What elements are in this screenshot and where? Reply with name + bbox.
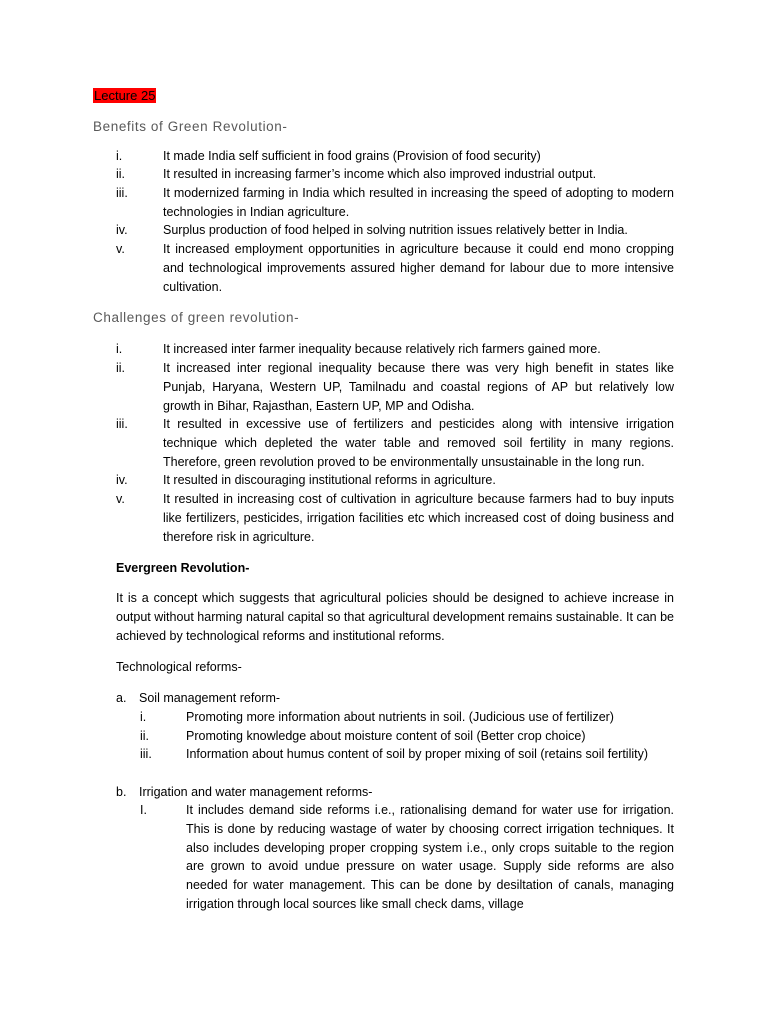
benefits-heading: Benefits of Green Revolution-: [93, 119, 288, 134]
list-text: It increased employment opportunities in agriculture because it could end mono cropping and technological improvements assured higher demand for labour due to more intensive cultivation.: [163, 242, 674, 294]
list-text: It modernized farming in India which resulted in increasing the speed of adopting to modern technologies in Indian agriculture.: [163, 186, 674, 219]
list-text: It resulted in discouraging institutional reforms in agriculture.: [163, 473, 496, 487]
list-text: Promoting knowledge about moisture content of soil (Better crop choice): [186, 729, 586, 743]
list-number: i.: [140, 710, 147, 724]
list-number: i.: [116, 342, 123, 356]
list-text: It resulted in excessive use of fertilizers and pesticides along with intensive irrigation technique which depleted the water table and removed soil fertility in many regions. Therefore, green revolution proved to be environmentally unsustainable in the long run.: [163, 417, 674, 469]
list-number: iv.: [116, 223, 128, 237]
list-text: Promoting more information about nutrients in soil. (Judicious use of fertilizer): [186, 710, 614, 724]
lecture-label: Lecture 25: [94, 88, 156, 103]
list-text: Soil management reform-: [139, 691, 281, 705]
technological-heading: Technological reforms-: [116, 660, 242, 674]
list-text: It resulted in increasing farmer’s income which also improved industrial output.: [163, 167, 597, 181]
evergreen-heading: Evergreen Revolution-: [116, 561, 250, 575]
list-number: iii.: [116, 417, 128, 431]
list-number: ii.: [116, 167, 126, 181]
list-text: It resulted in increasing cost of cultivation in agriculture because farmers had to buy inputs like fertilizers, pesticides, irrigation facilities etc which increased cost of doing business and therefore risk in agriculture.: [163, 492, 674, 544]
challenges-heading: Challenges of green revolution-: [93, 310, 300, 325]
list-letter: a.: [116, 691, 127, 705]
list-letter: b.: [116, 785, 127, 799]
list-number: iii.: [140, 747, 152, 761]
list-text: Surplus production of food helped in solving nutrition issues relatively better in India.: [163, 223, 628, 237]
list-number: v.: [116, 242, 125, 256]
list-number: i.: [116, 149, 123, 163]
list-text: It made India self sufficient in food grains (Provision of food security): [163, 149, 541, 163]
list-text: It increased inter regional inequality because there was very high benefit in states like Punjab, Haryana, Western UP, Tamilnadu and coastal regions of AP but relatively low growth in Bihar, Rajasthan, Eastern UP, MP and Odisha.: [163, 361, 674, 413]
list-number: iv.: [116, 473, 128, 487]
list-text: Information about humus content of soil by proper mixing of soil (retains soil fertility): [186, 747, 649, 761]
list-text: Irrigation and water management reforms-: [139, 785, 373, 799]
list-text: It increased inter farmer inequality because relatively rich farmers gained more.: [163, 342, 601, 356]
list-text: It includes demand side reforms i.e., rationalising demand for water use for irrigation. This is done by reducing wastage of water by choosing correct irrigation techniques. It also includes developing proper cropping system i.e., only crops suitable to the region are grown to avoid undue pressure on water usage. Supply side reforms are also needed for water management. This can be done by desiltation of canals, managing irrigation through local sources like small check dams, village: [186, 803, 674, 911]
list-number: v.: [116, 492, 125, 506]
evergreen-paragraph: It is a concept which suggests that agricultural policies should be designed to achieve increase in output without harming natural capital so that agricultural development remains sustainable. It can be achieved by technological reforms and institutional reforms.: [116, 591, 674, 644]
list-number: ii.: [140, 729, 150, 743]
list-number: I.: [140, 803, 147, 817]
list-number: iii.: [116, 186, 128, 200]
list-number: ii.: [116, 361, 126, 375]
